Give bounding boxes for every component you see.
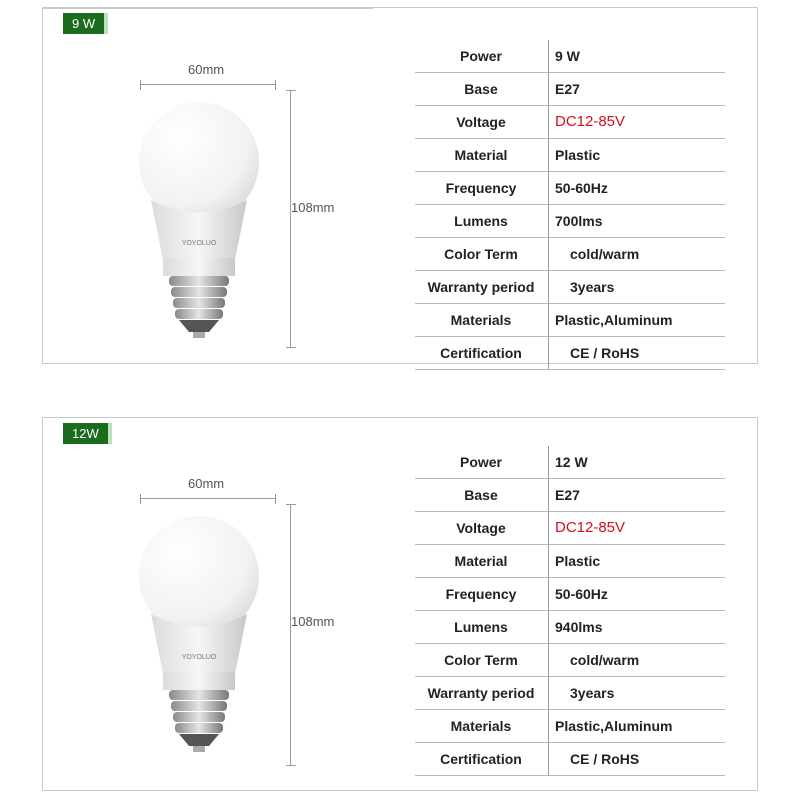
table-row xyxy=(415,172,725,205)
spec-key: Certification xyxy=(440,345,522,361)
height-dimension-line xyxy=(290,90,291,348)
table-row xyxy=(415,446,725,479)
spec-key: Warranty period xyxy=(427,279,535,295)
spec-value: 50-60Hz xyxy=(555,180,608,196)
table-row xyxy=(415,578,725,611)
spec-key: Certification xyxy=(440,751,522,767)
spec-value: 700lms xyxy=(555,213,603,229)
width-dimension-line xyxy=(140,84,276,85)
spec-key: Voltage xyxy=(456,520,506,536)
table-row xyxy=(415,337,725,370)
table-row xyxy=(415,677,725,710)
led-bulb-image xyxy=(129,514,269,759)
spec-key: Voltage xyxy=(456,114,506,130)
spec-key: Lumens xyxy=(454,619,508,635)
width-dimension-label: 60mm xyxy=(188,476,225,491)
spec-key: Material xyxy=(454,147,508,163)
spec-value: 940lms xyxy=(555,619,603,635)
table-row xyxy=(415,611,725,644)
table-row xyxy=(415,106,725,139)
spec-value: E27 xyxy=(555,81,580,97)
wattage-badge-label: 12W xyxy=(72,426,99,441)
table-row xyxy=(415,238,725,271)
wattage-badge xyxy=(63,13,104,34)
spec-value: cold/warm xyxy=(570,246,640,262)
spec-value: E27 xyxy=(555,487,580,503)
spec-value: 12 W xyxy=(555,454,588,470)
spec-value: Plastic xyxy=(555,147,601,163)
height-dimension-label: 108mm xyxy=(291,614,335,629)
brand-text: YOYOLUO xyxy=(181,654,217,661)
spec-key: Power xyxy=(459,454,502,470)
spec-value: CE / RoHS xyxy=(570,751,640,767)
spec-value: 3years xyxy=(570,279,615,295)
spec-key: Material xyxy=(454,553,508,569)
table-row xyxy=(415,479,725,512)
spec-key: Materials xyxy=(450,718,512,734)
table-row xyxy=(415,73,725,106)
spec-table xyxy=(415,446,725,776)
led-bulb-image xyxy=(129,100,269,345)
table-row xyxy=(415,644,725,677)
table-row xyxy=(415,304,725,337)
spec-key: Frequency xyxy=(445,180,517,196)
spec-key: Base xyxy=(464,81,498,97)
table-row xyxy=(415,710,725,743)
spec-value: 9 W xyxy=(555,48,580,64)
spec-key: Color Term xyxy=(444,246,518,262)
spec-value: 3years xyxy=(570,685,615,701)
table-row xyxy=(415,40,725,73)
spec-key: Power xyxy=(459,48,502,64)
table-row xyxy=(415,512,725,545)
width-dimension-line xyxy=(140,498,276,499)
table-row xyxy=(415,271,725,304)
table-row xyxy=(415,545,725,578)
spec-value: 50-60Hz xyxy=(555,586,608,602)
wattage-badge-label: 9 W xyxy=(72,16,96,31)
spec-table xyxy=(415,40,725,370)
spec-value: DC12-85V xyxy=(555,113,626,130)
table-row xyxy=(415,139,725,172)
height-dimension-line xyxy=(290,504,291,766)
spec-key: Base xyxy=(464,487,498,503)
spec-panel-12w xyxy=(42,417,758,791)
height-dimension-label: 108mm xyxy=(291,200,335,215)
spec-key: Frequency xyxy=(445,586,517,602)
spec-value: Plastic,Aluminum xyxy=(555,312,673,328)
spec-value: Plastic,Aluminum xyxy=(555,718,673,734)
spec-panel-9w xyxy=(42,7,758,364)
spec-key: Warranty period xyxy=(427,685,535,701)
spec-key: Lumens xyxy=(454,213,508,229)
spec-value: CE / RoHS xyxy=(570,345,640,361)
spec-value: Plastic xyxy=(555,553,601,569)
spec-key: Color Term xyxy=(444,652,518,668)
table-row xyxy=(415,205,725,238)
width-dimension-label: 60mm xyxy=(188,62,225,77)
table-row xyxy=(415,743,725,776)
spec-value: cold/warm xyxy=(570,652,640,668)
brand-text: YOYOLUO xyxy=(181,240,217,247)
wattage-badge xyxy=(63,423,108,444)
spec-value: DC12-85V xyxy=(555,519,626,536)
spec-key: Materials xyxy=(450,312,512,328)
